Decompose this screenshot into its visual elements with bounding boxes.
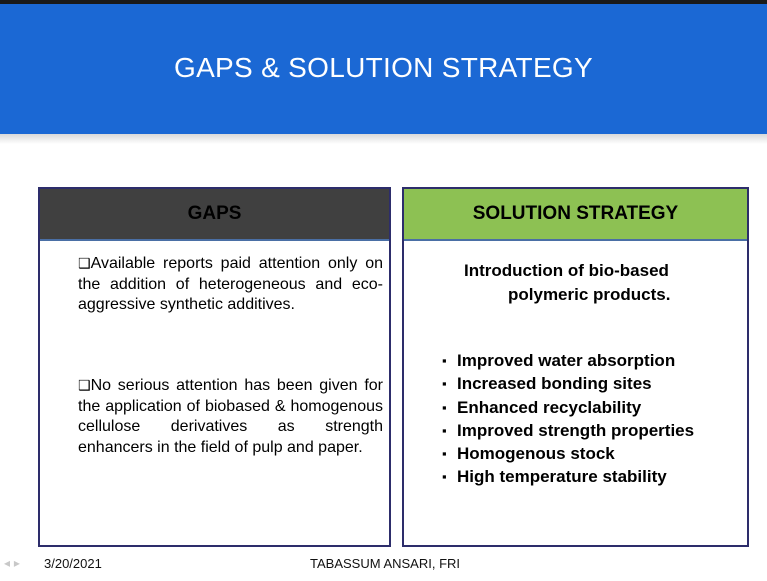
list-item: ▪ Enhanced recyclability xyxy=(442,396,694,419)
gap-item xyxy=(78,254,383,316)
list-item: ▪ High temperature stability xyxy=(442,465,694,488)
header-shadow xyxy=(0,134,767,144)
intro-line-1: Introduction of bio-based xyxy=(464,261,669,280)
square-bullet-icon: ▪ xyxy=(442,353,447,368)
gap-text: No serious attention has been given for the application of biobased & homogenous cellulose derivatives as strength enhancers in the field of pulp and paper. xyxy=(78,377,383,456)
solution-panel xyxy=(402,187,749,547)
gap-text: Available reports paid attention only on the addition of heterogeneous and eco-aggressive synthetic additives. xyxy=(78,255,383,313)
footer-date: 3/20/2021 xyxy=(44,556,102,571)
square-bullet-icon: ▪ xyxy=(442,469,447,485)
square-bullet-icon: ▪ xyxy=(442,422,447,438)
solution-heading: SOLUTION STRATEGY xyxy=(404,189,747,241)
benefits-list xyxy=(442,349,694,489)
square-bullet-icon: ▪ xyxy=(442,446,447,462)
square-bullet-icon: ▪ xyxy=(442,376,447,392)
list-item: ▪ Homogenous stock xyxy=(442,442,694,465)
footer-author: TABASSUM ANSARI, FRI xyxy=(310,556,461,571)
list-item: ▪ Improved strength properties xyxy=(442,419,694,442)
playback-nav-icon[interactable]: ◂ ▸ xyxy=(4,556,20,570)
square-bullet-icon: ▪ xyxy=(442,399,447,415)
checkbox-bullet-icon: ❑ xyxy=(78,256,91,272)
gap-item xyxy=(78,376,383,458)
solution-intro xyxy=(464,259,724,307)
list-item: ▪ Increased bonding sites xyxy=(442,372,694,395)
slide-header xyxy=(0,4,767,134)
slide-title: GAPS & SOLUTION STRATEGY xyxy=(174,52,593,83)
gaps-heading: GAPS xyxy=(40,189,389,241)
list-item: ▪ Improved water absorption xyxy=(442,349,694,372)
checkbox-bullet-icon: ❑ xyxy=(78,378,91,394)
intro-line-2: polymeric products. xyxy=(508,285,671,304)
gaps-panel xyxy=(38,187,391,547)
